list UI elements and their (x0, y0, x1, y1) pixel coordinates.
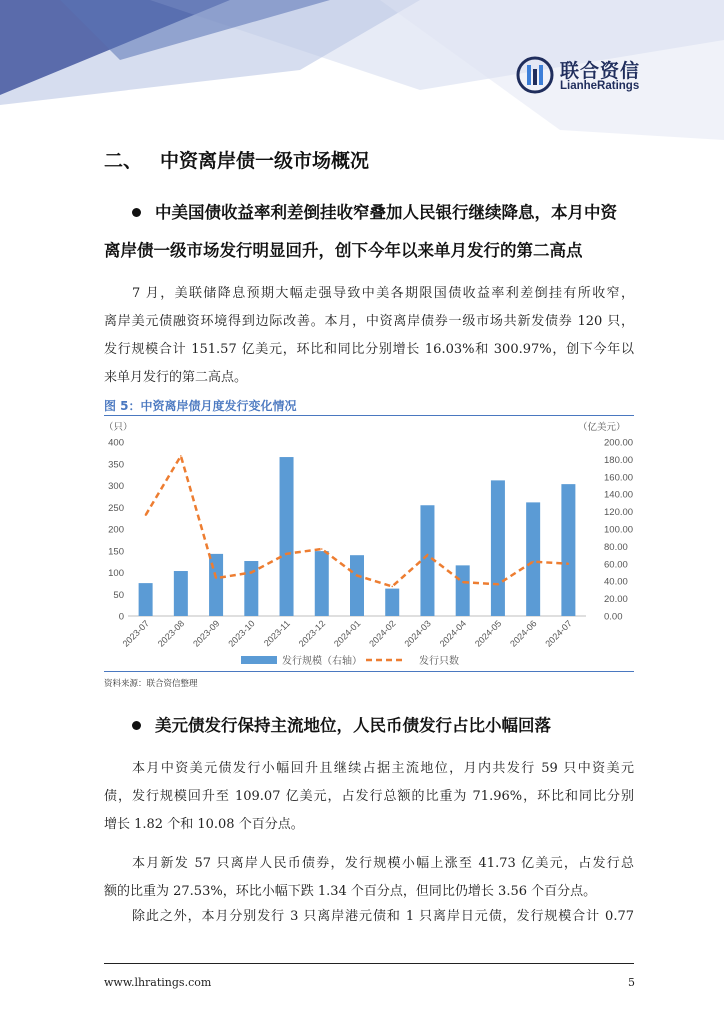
bullet-heading-1 (104, 199, 617, 223)
bar-2024-01 (350, 555, 364, 616)
x-tick-label: 2024-06 (508, 618, 539, 649)
left-tick-label: 250 (108, 502, 124, 514)
right-axis-label: （亿美元） (578, 422, 626, 433)
right-tick-label: 20.00 (604, 594, 628, 606)
right-tick-label: 80.00 (604, 541, 628, 553)
bar-2023-12 (315, 551, 329, 616)
para2-line3: 增长 1.82 个和 10.08 个百分点。 (104, 817, 304, 832)
left-tick-label: 350 (108, 459, 124, 471)
x-tick-label: 2023-12 (296, 618, 328, 649)
x-tick-label: 2024-01 (331, 618, 363, 649)
heading1-line2: 离岸债一级市场发行明显回升，创下今年以来单月发行的第二高点 (104, 241, 583, 260)
left-tick-label: 100 (108, 568, 124, 579)
x-tick-label: 2023-07 (120, 618, 152, 649)
bullet-heading-2 (104, 712, 551, 736)
right-tick-label: 160.00 (604, 472, 634, 484)
right-tick-label: 120.00 (604, 507, 634, 519)
x-tick-label: 2023-10 (226, 618, 257, 649)
paragraph-3 (104, 850, 634, 906)
right-tick-label: 0.00 (604, 611, 623, 623)
bullet-dot-icon (132, 721, 141, 730)
line-point-2024-01 (356, 575, 358, 577)
bar-2023-10 (244, 561, 258, 616)
para2-line1: 本月中资美元债发行小幅回升且继续占据主流地位，月内共发行 59 只中资美元 (132, 761, 634, 776)
section-number: 二、 (104, 150, 143, 172)
para3-line1: 本月新发 57 只离岸人民币债券，发行规模小幅上涨至 41.73 亿美元，占发行总 (132, 856, 634, 871)
x-tick-label: 2024-05 (472, 618, 504, 649)
left-tick-label: 400 (108, 437, 124, 449)
left-tick-label: 50 (113, 589, 124, 601)
logo-name-en: LianheRatings (560, 80, 640, 92)
bar-2023-08 (174, 571, 188, 616)
bullet-dot-icon (132, 208, 141, 217)
bar-2024-02 (385, 589, 399, 616)
right-tick-label: 100.00 (604, 524, 634, 536)
logo-name-cn: 联合资信 (560, 60, 641, 82)
figure-bottom-rule (104, 671, 634, 672)
bar-2023-07 (139, 583, 153, 616)
bar-2024-06 (526, 502, 540, 616)
heading2-text: 美元债发行保持主流地位，人民币债发行占比小幅回落 (155, 716, 551, 735)
para1-line2: 离岸美元债融资环境得到边际改善。本月，中资离岸债券一级市场共新发债券 120 只， (104, 314, 634, 329)
figure-top-rule (104, 415, 634, 416)
paragraph-2 (104, 755, 634, 839)
figure-source: 资料来源：联合资信整理 (104, 679, 198, 689)
x-tick-label: 2024-03 (402, 618, 433, 649)
right-tick-label: 140.00 (604, 489, 634, 501)
x-tick-label: 2023-09 (191, 618, 222, 649)
issuance-chart (104, 418, 634, 670)
section-title (104, 146, 369, 173)
line-point-2024-05 (497, 583, 499, 585)
legend-line-label: 发行只数 (419, 656, 459, 667)
right-tick-label: 200.00 (604, 437, 634, 449)
left-tick-label: 150 (108, 546, 124, 558)
line-point-2023-09 (215, 577, 217, 579)
para2-line2: 债，发行规模回升至 109.07 亿美元，占发行总额的比重为 71.96%，环比和同比分别 (104, 789, 634, 804)
right-tick-label: 180.00 (604, 454, 634, 466)
para1-line3: 发行规模合计 151.57 亿美元，环比和同比分别增长 16.03%和 300.97%，创下今年以 (104, 342, 634, 357)
line-point-2024-04 (462, 581, 464, 583)
bar-2024-05 (491, 480, 505, 616)
footer-rule (104, 963, 634, 964)
line-point-2023-12 (321, 548, 323, 550)
line-point-2024-03 (427, 554, 429, 556)
left-tick-label: 300 (108, 481, 124, 492)
line-point-2023-07 (145, 514, 147, 516)
x-tick-label: 2024-04 (437, 618, 469, 649)
x-tick-label: 2024-07 (543, 618, 574, 649)
logo-mark-icon (516, 56, 554, 94)
bar-2023-11 (280, 457, 294, 616)
right-tick-label: 40.00 (604, 576, 628, 588)
section-title-text: 中资离岸债一级市场概况 (160, 150, 370, 172)
line-point-2023-10 (251, 572, 253, 574)
legend-bar-swatch (241, 656, 277, 664)
figure-title: 图 5：中资离岸债月度发行变化情况 (104, 399, 297, 413)
left-tick-label: 0 (118, 611, 124, 623)
para1-line1: 7 月，美联储降息预期大幅走强导致中美各期限国债收益率利差倒挂有所收窄， (132, 286, 634, 301)
bar-2024-07 (561, 484, 575, 616)
x-tick-label: 2024-02 (367, 618, 398, 649)
para4-line1: 除此之外，本月分别发行 3 只离岸港元债和 1 只离岸日元债，发行规模合计 0.77 (132, 909, 634, 924)
chart-legend (241, 654, 459, 667)
line-point-2024-07 (568, 563, 570, 565)
bar-2024-04 (456, 565, 470, 616)
legend-bar-label: 发行规模（右轴） (282, 656, 362, 667)
paragraph-1 (104, 280, 634, 392)
x-tick-label: 2023-11 (261, 618, 292, 649)
x-tick-label: 2023-08 (155, 618, 187, 649)
para3-line2: 额的比重为 27.53%，环比小幅下跌 1.34 个百分点，但同比仍增长 3.56 个百分点。 (104, 884, 597, 899)
line-point-2024-06 (532, 561, 534, 563)
para1-line4: 来单月发行的第二高点。 (104, 370, 248, 385)
right-tick-label: 60.00 (604, 559, 628, 571)
footer-url: www.lhratings.com (104, 976, 212, 989)
left-axis-label: （只） (104, 422, 133, 433)
line-point-2023-08 (180, 455, 182, 457)
brand-logo (516, 56, 666, 96)
left-tick-label: 200 (108, 524, 124, 536)
line-point-2023-11 (286, 553, 288, 555)
paragraph-4 (104, 903, 634, 931)
page-number: 5 (628, 976, 635, 989)
heading1-line1: 中美国债收益率利差倒挂收窄叠加人民银行继续降息，本月中资 (155, 203, 617, 222)
bar-2024-03 (420, 505, 434, 616)
line-point-2024-02 (391, 586, 393, 588)
